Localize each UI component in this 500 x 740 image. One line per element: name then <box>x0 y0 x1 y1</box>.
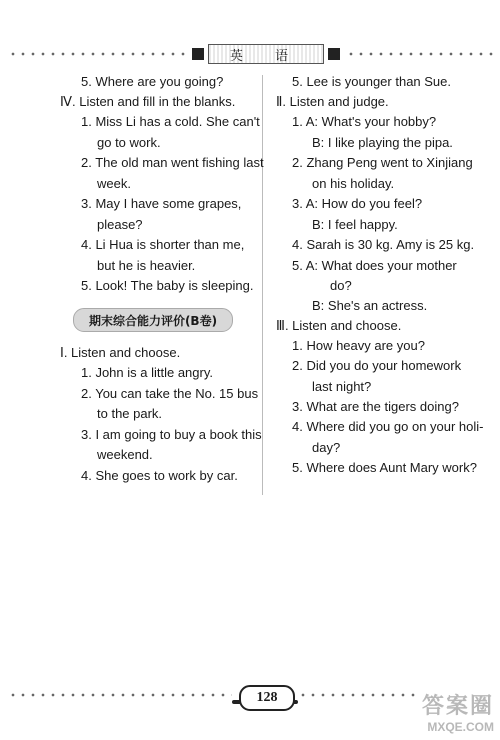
right-line-14: 2. Did you do your homework <box>292 358 462 373</box>
right-section-2: Ⅱ. Listen and judge. <box>276 94 389 109</box>
right-line-17: 4. Where did you go on your holi- <box>292 419 484 434</box>
left-line-2: 1. Miss Li has a cold. She can't <box>81 114 260 129</box>
footer-dots-left <box>8 692 232 698</box>
left-line-13: 2. You can take the No. 15 bus <box>81 386 259 401</box>
left-line-17: 4. She goes to work by car. <box>81 468 238 483</box>
left-line-7: please? <box>97 217 143 232</box>
right-line-0: 5. Lee is younger than Sue. <box>292 74 452 89</box>
section-banner: 期末综合能力评价(B卷) <box>73 308 233 332</box>
right-section-3: Ⅲ. Listen and choose. <box>276 318 402 333</box>
left-line-12: 1. John is a little angry. <box>81 365 213 380</box>
right-line-9: 5. A: What does your mother <box>292 258 457 273</box>
right-line-15: last night? <box>312 379 372 394</box>
watermark-line1: 答案圈 <box>421 694 494 719</box>
column-divider <box>262 75 263 495</box>
right-line-16: 3. What are the tigers doing? <box>292 399 459 414</box>
left-section-4: Ⅳ. Listen and fill in the blanks. <box>60 94 236 109</box>
right-line-11: B: She's an actress. <box>312 298 428 313</box>
footer-dots-right <box>298 692 416 698</box>
header-dots-left <box>8 51 186 57</box>
right-line-19: 5. Where does Aunt Mary work? <box>292 460 477 475</box>
right-line-13: 1. How heavy are you? <box>292 338 425 353</box>
left-line-8: 4. Li Hua is shorter than me, <box>81 237 245 252</box>
right-line-5: on his holiday. <box>312 176 395 191</box>
header-badge <box>192 44 340 64</box>
right-line-18: day? <box>312 440 341 455</box>
header-dots-right <box>346 51 496 57</box>
left-line-6: 3. May I have some grapes, <box>81 196 242 211</box>
left-line-9: but he is heavier. <box>97 258 196 273</box>
header-block-left-icon <box>192 48 204 60</box>
left-section-1: Ⅰ. Listen and choose. <box>60 345 181 360</box>
left-line-10: 5. Look! The baby is sleeping. <box>81 278 254 293</box>
watermark-logo <box>422 689 494 734</box>
left-line-0: 5. Where are you going? <box>81 74 224 89</box>
right-line-4: 2. Zhang Peng went to Xinjiang <box>292 155 473 170</box>
right-line-7: B: I feel happy. <box>312 217 398 232</box>
right-line-2: 1. A: What's your hobby? <box>292 114 437 129</box>
right-line-8: 4. Sarah is 30 kg. Amy is 25 kg. <box>292 237 475 252</box>
header-block-right-icon <box>328 48 340 60</box>
right-line-6: 3. A: How do you feel? <box>292 196 423 211</box>
left-line-4: 2. The old man went fishing last <box>81 155 264 170</box>
left-line-3: go to work. <box>97 135 161 150</box>
right-line-10: do? <box>330 278 352 293</box>
right-line-3: B: I like playing the pipa. <box>312 135 453 150</box>
left-line-15: 3. I am going to buy a book this <box>81 427 262 442</box>
left-line-16: weekend. <box>97 447 153 462</box>
watermark-line2: MXQE.COM <box>427 720 494 734</box>
left-line-14: to the park. <box>97 406 163 421</box>
left-line-5: week. <box>97 176 131 191</box>
page-number: 128 <box>239 685 295 711</box>
header-title: 英 语 <box>208 44 324 64</box>
